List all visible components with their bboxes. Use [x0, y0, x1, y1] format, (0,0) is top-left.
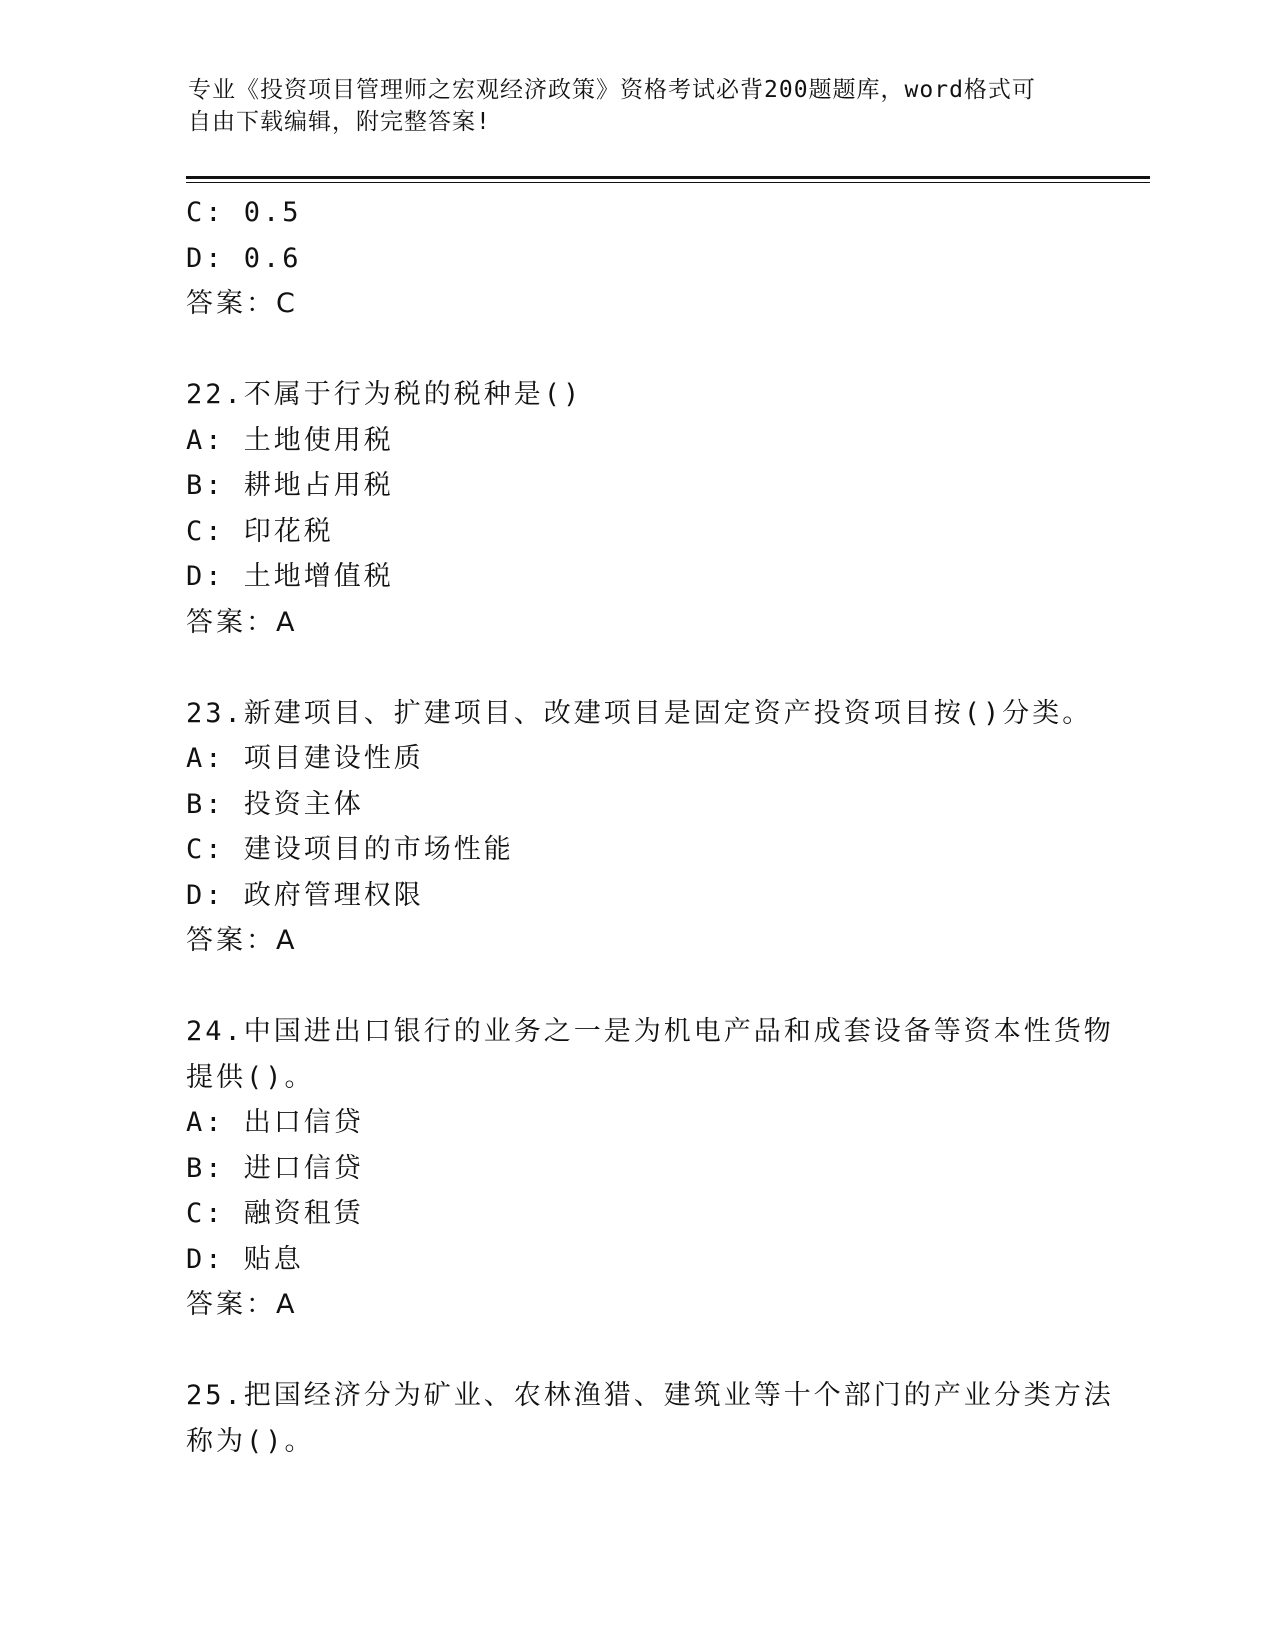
option-a: A: 项目建设性质	[186, 743, 424, 774]
question-list	[186, 190, 1114, 1464]
question-stem-line-1: 25.把国经济分为矿业、农林渔猎、建筑业等十个部门的产业分类方法	[186, 1380, 1114, 1411]
option-d: D: 贴息	[186, 1243, 304, 1275]
header-line-2: 自由下载编辑，附完整答案!	[188, 109, 491, 135]
header-divider-thick	[186, 176, 1150, 179]
header-divider-thin	[186, 182, 1150, 183]
option-c: C: 0.5	[186, 197, 302, 228]
option-d: D: 土地增值税	[186, 561, 394, 592]
spacer	[186, 1328, 1086, 1374]
question-stem: 22.不属于行为税的税种是()	[186, 379, 583, 410]
option-c: C: 建设项目的市场性能	[186, 834, 514, 865]
option-b: B: 进口信贷	[186, 1152, 364, 1184]
question-25	[186, 1373, 1114, 1464]
option-b: B: 耕地占用税	[186, 470, 394, 501]
question-24	[186, 1009, 1114, 1328]
spacer	[186, 964, 1086, 1010]
option-a: A: 出口信贷	[186, 1107, 364, 1138]
question-23	[186, 691, 1093, 964]
question-stem-line-2: 称为()。	[186, 1425, 315, 1457]
option-a: A: 土地使用税	[186, 424, 394, 456]
option-d: D: 政府管理权限	[186, 879, 424, 911]
option-c: C: 印花税	[186, 515, 334, 547]
answer-line: 答案：A	[186, 925, 298, 956]
option-d: D: 0.6	[186, 242, 302, 274]
spacer	[186, 327, 1086, 373]
answer-line: 答案：C	[186, 288, 298, 319]
question-stem-line-2: 提供()。	[186, 1061, 315, 1093]
question-stem: 23.新建项目、扩建项目、改建项目是固定资产投资项目按()分类。	[186, 697, 1093, 729]
answer-line: 答案：A	[186, 1289, 298, 1320]
question-stem-line-1: 24.中国进出口银行的业务之一是为机电产品和成套设备等资本性货物	[186, 1016, 1114, 1047]
header-line-1: 专业《投资项目管理师之宏观经济政策》资格考试必背200题题库，word格式可	[188, 77, 1036, 103]
option-c: C: 融资租赁	[186, 1198, 364, 1229]
option-b: B: 投资主体	[186, 788, 364, 820]
question-22	[186, 372, 1086, 645]
answer-line: 答案：A	[186, 606, 298, 638]
document-header	[188, 74, 1068, 138]
spacer	[186, 645, 1086, 691]
